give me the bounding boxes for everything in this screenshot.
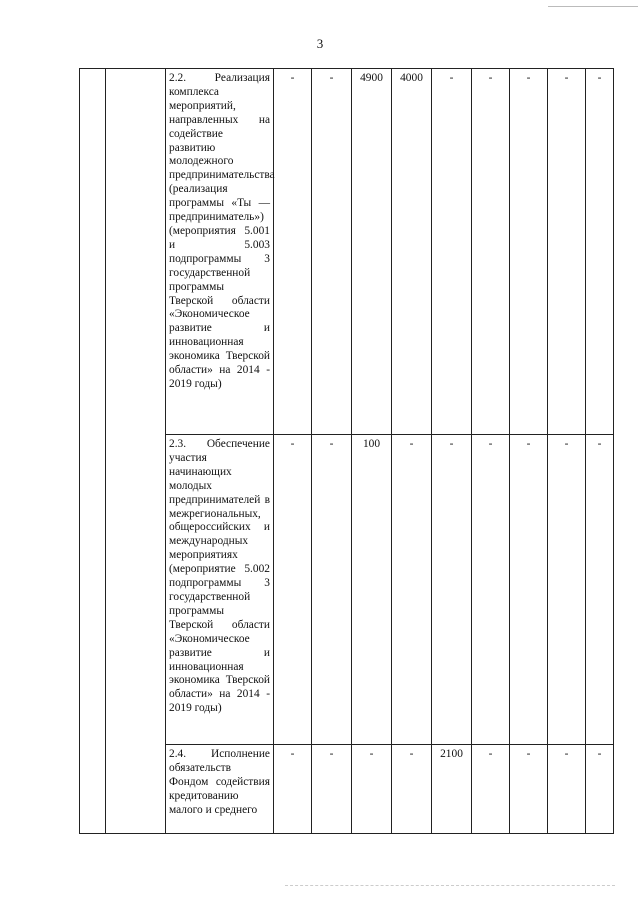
bottom-edge-line	[285, 885, 615, 886]
program-table	[79, 68, 614, 834]
measure-description: 2.2. Реализация комплекса мероприятий, направленных на содействие развитию молодежного предпринимательства (реализация программы «Ты — предприниматель») (мероприятия 5.001 и 5.003 подпрограммы 3 государственной программы Тверской области «Экономическое развитие и инновационная экономика Тверской области» на 2014 - 2019 годы)	[166, 69, 274, 435]
value-cell: -	[274, 69, 312, 435]
value-cell: -	[586, 435, 614, 745]
value-cell: 4000	[392, 69, 432, 435]
value-cell: -	[586, 69, 614, 435]
value-cell: -	[510, 69, 548, 435]
value-cell: -	[510, 435, 548, 745]
table-row	[80, 69, 614, 435]
value-cell: -	[586, 745, 614, 834]
measure-description: 2.4. Исполнение обязательств Фондом содействия кредитованию малого и среднего	[166, 745, 274, 834]
value-cell: -	[352, 745, 392, 834]
value-cell: -	[432, 435, 472, 745]
value-cell: -	[274, 435, 312, 745]
value-cell: -	[472, 69, 510, 435]
value-cell: -	[392, 435, 432, 745]
value-cell: 4900	[352, 69, 392, 435]
value-cell: -	[548, 69, 586, 435]
value-cell: -	[548, 745, 586, 834]
value-cell: -	[274, 745, 312, 834]
top-edge-line	[548, 6, 638, 7]
value-cell: -	[548, 435, 586, 745]
page-number: 3	[316, 36, 324, 51]
value-cell: -	[392, 745, 432, 834]
value-cell: -	[432, 69, 472, 435]
value-cell: -	[472, 435, 510, 745]
value-cell: -	[312, 69, 352, 435]
task-cell	[106, 69, 166, 834]
number-cell	[80, 69, 106, 834]
value-cell: -	[312, 435, 352, 745]
value-cell: 100	[352, 435, 392, 745]
value-cell: -	[510, 745, 548, 834]
measure-description: 2.3. Обеспечение участия начинающих молодых предпринимателей в межрегиональных, общероссийских и международных мероприятиях (мероприятие 5.002 подпрограммы 3 государственной программы Тверской области «Экономическое развитие и инновационная экономика Тверской области» на 2014 - 2019 годы)	[166, 435, 274, 745]
value-cell: -	[312, 745, 352, 834]
value-cell: 2100	[432, 745, 472, 834]
value-cell: -	[472, 745, 510, 834]
